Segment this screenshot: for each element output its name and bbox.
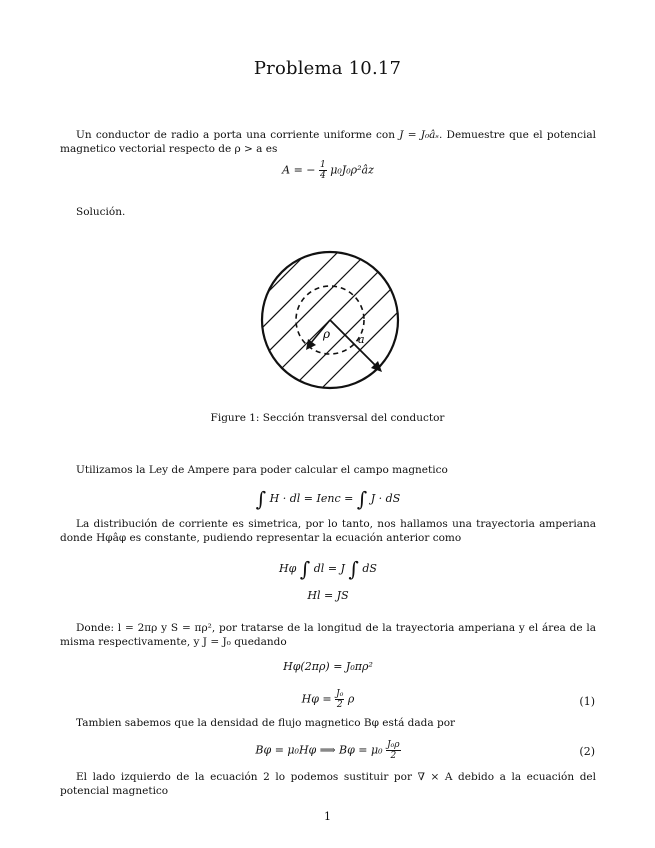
eq-a-frac-den: 4 [320,171,326,181]
problem-statement [60,128,596,156]
equation-hl-js: Hl = JS [307,589,349,602]
equation-2-number: (2) [579,745,595,758]
paragraph-ampere: Utilizamos la Ley de Ampere para poder calcular el campo magnetico [76,464,448,476]
label-a: a [358,333,365,346]
integral-sign: ∫ [255,487,267,511]
eq-2-frac-den: 2 [390,751,397,761]
eq-2-frac-num: J₀ρ [387,740,400,750]
equation-ampere-law [60,487,596,511]
eq-ampere-part-1: H · dl = Ienc = [269,492,354,505]
eq-a-left: A = − [282,163,316,177]
equation-vector-potential [60,160,596,181]
statement-text-2: Demuestre que el potencial magnetico vectorial respecto de ρ > a es [60,129,596,155]
eq-a-fraction [319,160,327,181]
page-number: 1 [324,810,331,823]
eq-1-fraction [335,689,344,710]
figure-caption: Figure 1: Sección transversal del conductor [210,412,445,424]
paragraph-donde: Donde: l = 2πρ y S = πρ², por tratarse de la longitud de la trayectoria amperiana y el área de la misma respectivamente, y J = J₀ quedando [60,622,596,648]
solution-label: Solución. [76,206,126,218]
eq-a-right: μ₀J₀ρ²âz [330,163,374,177]
statement-text-1: Un conductor de radio a porta una corriente uniforme con [76,129,396,141]
integral-sign: ∫ [299,557,311,581]
paragraph-distribution: La distribución de corriente es simetrica, por lo tanto, nos hallamos una trayectoria amperiana donde Hφâφ es constante, pudiendo representar la ecuación anterior como [60,518,596,544]
equation-h-2pi-rho: Hφ(2πρ) = J₀πρ² [283,660,373,673]
integral-sign: ∫ [348,557,359,581]
eq-h-part-3: dS [362,562,377,575]
eq-2-fraction [386,740,401,761]
label-rho: ρ [323,327,331,341]
current-density-eq: J = J₀âₛ. [399,129,443,141]
eq-1-frac-den: 2 [336,700,343,710]
eq-2-left: Bφ = μ₀Hφ ⟹ Bφ = μ₀ [255,743,383,757]
page-title: Problema 10.17 [253,58,402,79]
conductor-cross-section-figure [250,240,410,400]
eq-h-part-1: Hφ [279,562,297,575]
eq-h-part-2: dl = J [313,562,345,575]
equation-1 [60,689,596,710]
equation-h-integral [60,557,596,581]
integral-sign: ∫ [356,487,368,511]
equation-2 [60,740,596,761]
eq-1-frac-num: J₀ [336,689,344,699]
paragraph-tambien: Tambien sabemos que la densidad de flujo magnetico Bφ está dada por [76,717,456,729]
eq-ampere-part-2: J · dS [370,492,401,505]
eq-1-left: Hφ = [301,692,332,706]
paragraph-lado: El lado izquierdo de la ecuación 2 lo podemos sustituir por ∇ × A debido a la ecuación del potencial magnetico [60,771,596,797]
equation-1-number: (1) [579,695,595,708]
eq-1-right: ρ [347,692,355,706]
eq-a-frac-num: 1 [320,160,326,170]
